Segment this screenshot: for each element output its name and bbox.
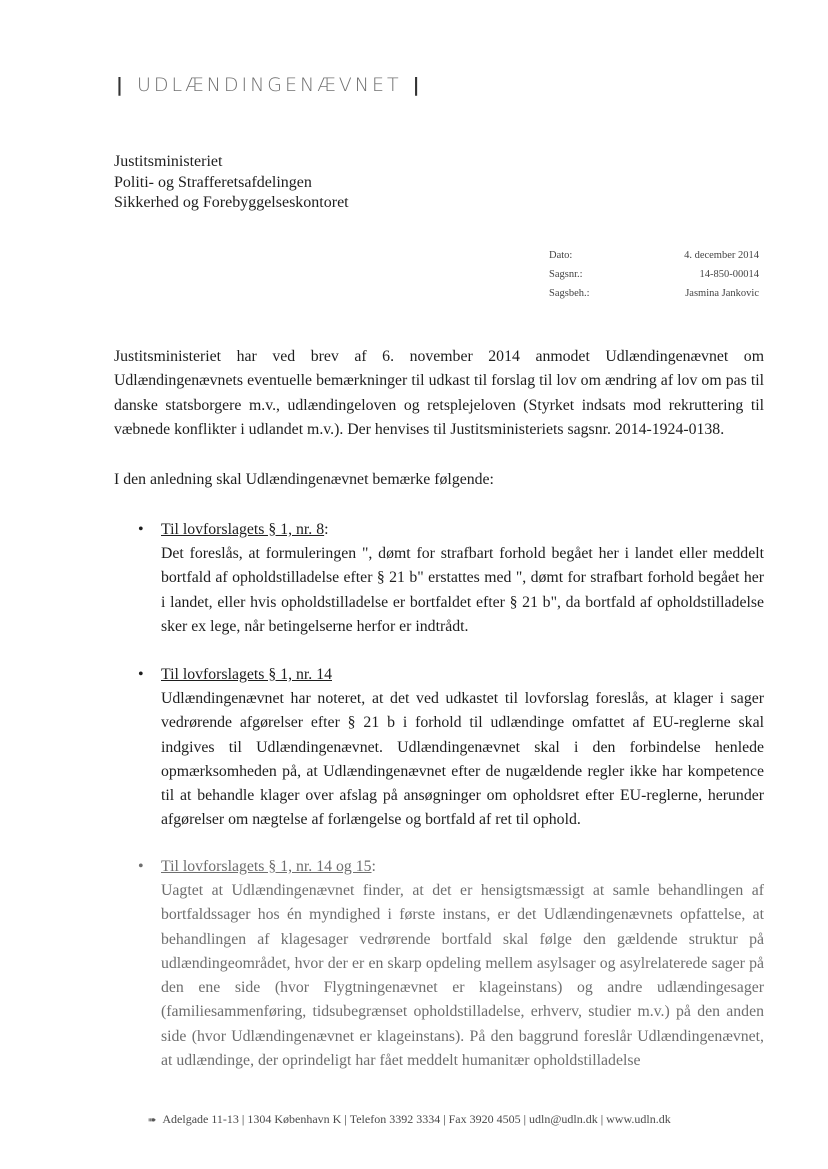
bullet-heading-suffix: : [324,521,329,538]
bullet-heading: Til lovforslagets § 1, nr. 14 og 15 [161,858,372,875]
bullet-heading-row [161,855,764,879]
meta-label: Dato: [549,250,573,261]
footer-phone: Telefon 3392 3334 [349,1112,441,1126]
bullet-icon: • [138,666,144,683]
footer: ➠ Adelgade 11-13 | 1304 København K | Telefon 3392 3334 | Fax 3920 4505 | udln@udln.dk | www.udln.dk [148,1112,671,1126]
footer-fax: Fax 3920 4505 [448,1112,521,1126]
meta-case-officer [549,284,759,303]
bullet-heading-suffix: : [371,858,376,875]
meta-date [549,246,759,265]
meta-value: Jasmina Jankovic [685,288,759,299]
bullet-heading-row [161,663,764,687]
bullet-text: Uagtet at Udlændingenævnet finder, at det er hensigtsmæssigt at samle behandlingen af bortfaldssager hos én myndighed i første instans, er det Udlændingenævnets opfattelse, at behandlingen af klagesager vedrørende bortfald skal følge den gældende struktur på udlændingeområdet, hvor der er en skarp opdeling mellem asylsager og asylrelaterede sager på den ene side (hvor Flygtningenævnet er klageinstans) og andre udlændingesager (familiesammenføring, tidsubegrænset opholdstilladelse, erhverv, studier m.v.) på den anden side (hvor Udlændingenævnet er klageinstans). På den baggrund foreslår Udlændingenævnet, at udlændinge, der oprindeligt har fået meddelt humanitær opholdstilladelse [161,882,764,1070]
logo-text: UDLÆNDINGENÆVNET [137,74,402,96]
bullet-heading-row [161,518,764,542]
bullet-text: Det foreslås, at formuleringen ", dømt for strafbart forhold begået her i landet eller meddelt bortfald af opholdstilladelse efter § 21 b" erstattes med ", dømt for strafbart forhold begået her i landet, eller hvis opholdstilladelse er bortfaldet efter § 21 b", da bortfald af opholdstilladelse sker ex lege, når betingelserne herfor er indtrådt. [161,545,764,635]
recipient-line: Justitsministeriet [114,153,223,170]
bullet-heading: Til lovforslagets § 1, nr. 14 [161,666,332,683]
lead-paragraph: I den anledning skal Udlændingenævnet bemærke følgende: [114,471,494,488]
logo [114,74,425,96]
intro-paragraph: Justitsministeriet har ved brev af 6. november 2014 anmodet Udlændingenævnet om Udlændingenævnets eventuelle bemærkninger til udkast til forslag til lov om ændring af lov om pas til danske statsborgere m.v., udlændingeloven og retsplejeloven (Styrket indsats mod rekruttering til væbnede konflikter i udlandet m.v.). Der henvises til Justitsministeriets sagsnr. 2014-1924-0138. [114,348,764,438]
case-meta [549,246,759,303]
meta-label: Sagsbeh.: [549,288,590,299]
meta-label: Sagsnr.: [549,269,583,280]
meta-value: 4. december 2014 [684,250,759,261]
footer-postal: 1304 København K [247,1112,342,1126]
bullet-heading: Til lovforslagets § 1, nr. 8 [161,521,325,538]
meta-value: 14-850-00014 [699,269,759,280]
recipient-line: Sikkerhed og Forebyggelseskontoret [114,194,349,211]
bullet-icon: • [138,521,144,538]
footer-website-link[interactable]: www.udln.dk [606,1112,671,1126]
arrow-icon: ➠ [148,1115,157,1126]
logo-bar-right: | [412,74,423,96]
meta-case-number [549,265,759,284]
bullet-icon: • [138,858,144,875]
footer-email-link[interactable]: udln@udln.dk [529,1112,598,1126]
bullet-text: Udlændingenævnet har noteret, at det ved udkastet til lovforslag foreslås, at klager i sager vedrørende afgørelser efter § 21 b i forhold til udlændinge omfattet af EU-reglerne skal indgives til Udlændingenævnet. Udlændingenævnet skal i den forbindelse henlede opmærksomheden på, at Udlændingenævnet efter de nugældende regler ikke har kompetence til at behandle klager over afslag på ansøgninger om opholdsret efter EU-reglerne, herunder afgørelser om nægtelse af forlængelse og bortfald af ret til ophold. [161,690,764,829]
footer-address: Adelgade 11-13 [162,1112,239,1126]
recipient-line: Politi- og Strafferetsafdelingen [114,173,312,191]
recipient-address [114,152,349,214]
logo-bar-left: | [116,74,126,96]
